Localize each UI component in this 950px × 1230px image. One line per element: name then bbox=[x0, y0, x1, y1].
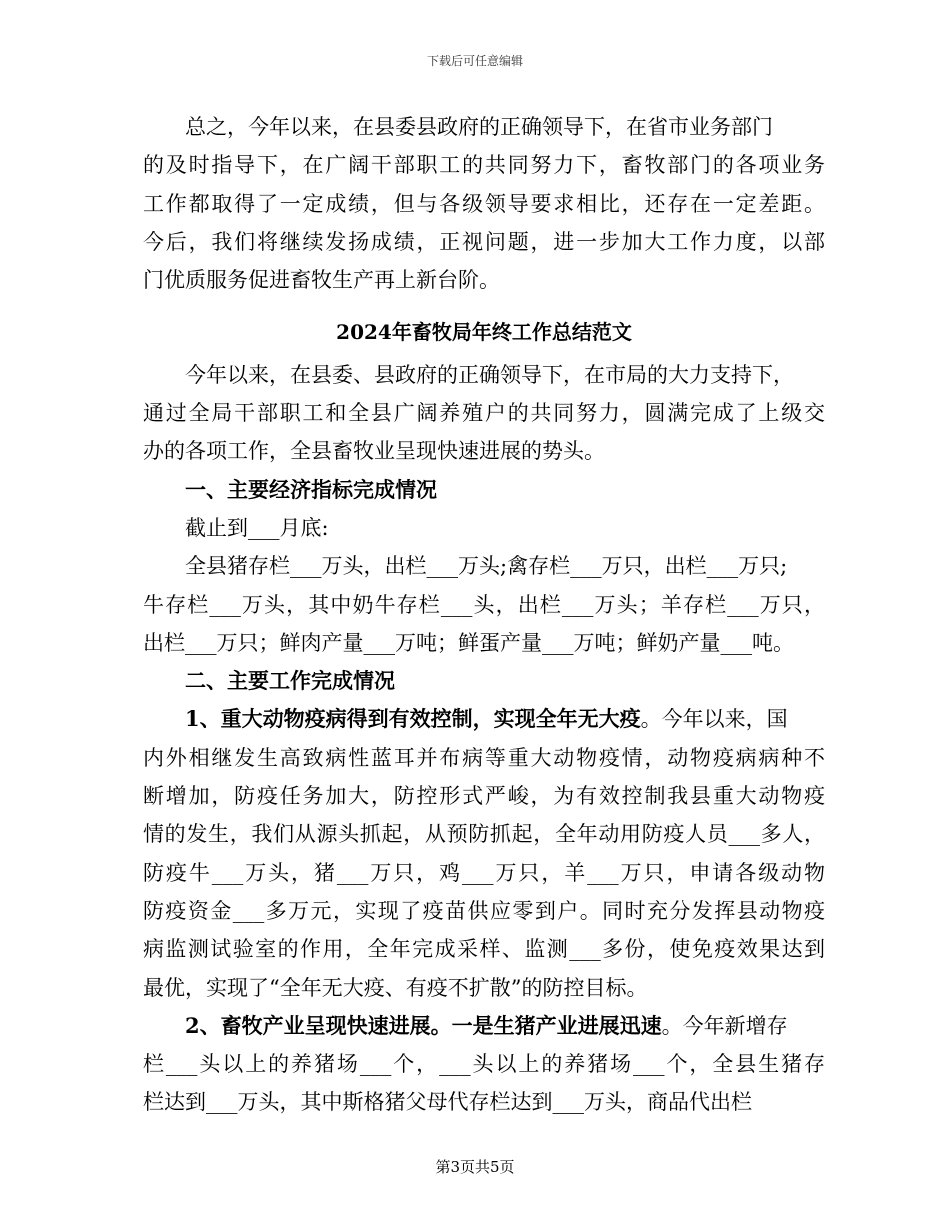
page-header: 下载后可任意编辑 bbox=[426, 54, 523, 68]
item-heading: 2、畜牧产业呈现快速进展。一是生猪产业进展迅速 bbox=[185, 1012, 662, 1038]
paragraph-line: 办的各项工作，全县畜牧业呈现快速进展的势头。 bbox=[143, 439, 605, 464]
paragraph-line: 今年以来，在县委、县政府的正确领导下，在市局的大力支持下， bbox=[185, 362, 794, 387]
paragraph-line: 情的发生，我们从源头抓起，从预防抓起，全年动用防疫人员___多人， bbox=[143, 822, 825, 847]
paragraph-line: 防疫牛___万头，猪___万只，鸡___万只，羊___万只，申请各级动物 bbox=[143, 860, 825, 885]
paragraph-line: 病监测试验室的作用，全年完成采样、监测___多份，使免疫效果达到 bbox=[143, 937, 825, 962]
paragraph-line: 防疫资金___多万元，实现了疫苗供应零到户。同时充分发挥县动物疫 bbox=[143, 898, 825, 923]
paragraph-line: 内外相继发生高致病性蓝耳并布病等重大动物疫情，动物疫病病种不 bbox=[143, 745, 825, 770]
paragraph-line: 今后，我们将继续发扬成绩，正视问题，进一步加大工作力度，以部 bbox=[143, 229, 825, 254]
item-heading: 1、重大动物疫病得到有效控制，实现全年无大疫 bbox=[185, 706, 641, 732]
paragraph-line: 总之，今年以来，在县委县政府的正确领导下，在省市业务部门 bbox=[185, 115, 773, 139]
item-text: 。今年新增存 bbox=[661, 1013, 788, 1038]
item-1-paragraph bbox=[143, 700, 825, 1006]
paragraph-line: 的及时指导下，在广阔干部职工的共同努力下，畜牧部门的各项业务 bbox=[143, 153, 825, 178]
paragraph-line: 栏___头以上的养猪场___个，___头以上的养猪场___个，全县生猪存 bbox=[143, 1052, 825, 1077]
paragraph-line bbox=[143, 1007, 825, 1045]
paragraph-line: 门优质服务促进畜牧生产再上新台阶。 bbox=[143, 268, 500, 293]
section-heading: 二、主要工作完成情况 bbox=[185, 668, 395, 694]
paragraph-line: 牛存栏___万头，其中奶牛存栏___头，出栏___万头；羊存栏___万只， bbox=[143, 592, 825, 617]
item-text: 。今年以来，国 bbox=[640, 707, 788, 732]
paragraph-line: 栏达到___万头，其中斯格猪父母代存栏达到___万头，商品代出栏 bbox=[143, 1090, 752, 1115]
page-content bbox=[143, 108, 825, 1122]
paragraph-line bbox=[143, 700, 825, 738]
closing-paragraph bbox=[143, 108, 825, 299]
document-title: 2024年畜牧局年终工作总结范文 bbox=[336, 320, 632, 345]
section-heading: 一、主要经济指标完成情况 bbox=[185, 476, 437, 502]
paragraph-line: 出栏___万只；鲜肉产量___万吨；鲜蛋产量___万吨；鲜奶产量___吨。 bbox=[143, 630, 794, 655]
paragraph-line: 断增加，防疫任务加大，防控形式严峻，为有效控制我县重大动物疫 bbox=[143, 784, 825, 809]
intro-paragraph bbox=[143, 356, 825, 471]
item-2-paragraph bbox=[143, 1007, 825, 1122]
paragraph-line: 截止到___月底: bbox=[185, 515, 329, 540]
paragraph-line: 全县猪存栏___万头，出栏___万头;禽存栏___万只，出栏___万只; bbox=[185, 554, 788, 579]
paragraph-line: 工作都取得了一定成绩，但与各级领导要求相比，还存在一定差距。 bbox=[143, 191, 825, 216]
page-footer: 第3页共5页 bbox=[435, 1158, 515, 1176]
paragraph-line: 最优，实现了“全年无大疫、有疫不扩散”的防控目标。 bbox=[143, 975, 648, 1000]
paragraph-line: 通过全局干部职工和全县广阔养殖户的共同努力，圆满完成了上级交 bbox=[143, 401, 825, 426]
